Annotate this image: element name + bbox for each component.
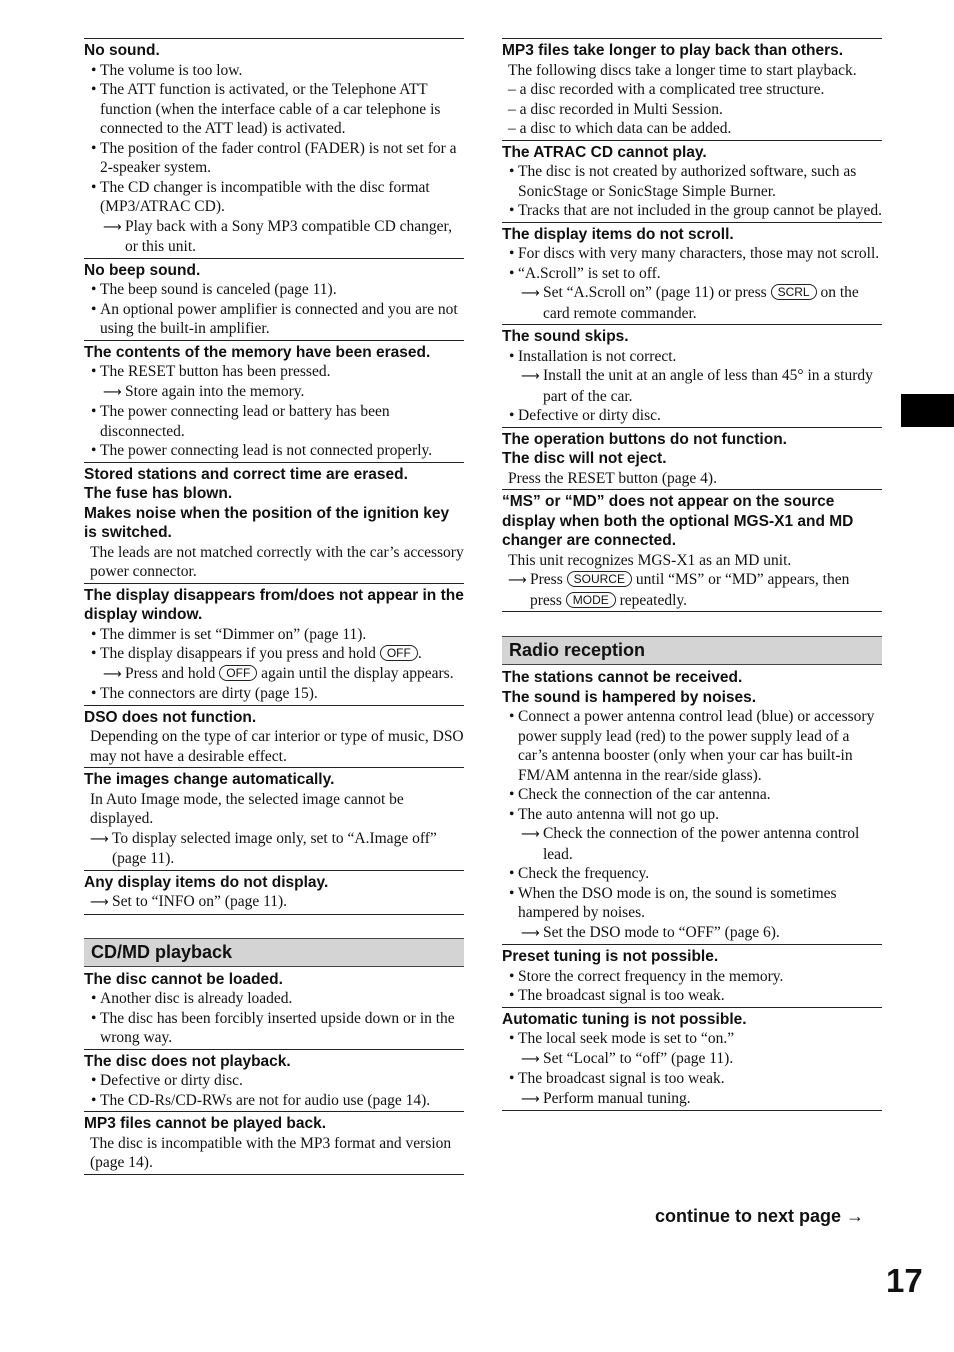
continue-to-next-page: [655, 1206, 864, 1227]
entry-heading: The fuse has blown.: [84, 485, 233, 502]
remedy-text: Press: [530, 571, 567, 588]
entry-heading: The sound skips.: [502, 328, 629, 345]
page-number: 17: [886, 1262, 923, 1299]
remedy-item: [502, 1049, 882, 1070]
bullet-item: • The RESET button has been pressed.: [84, 362, 464, 382]
entry-no-beep: [84, 258, 464, 340]
dash-item: – a disc recorded with a complicated tree structure.: [508, 81, 825, 98]
entry-automatic-tuning: [502, 1007, 882, 1112]
entry-heading: The disc will not eject.: [502, 450, 667, 467]
entry-no-scroll: [502, 222, 882, 325]
remedy-text: until “MS” or “MD” appears, then press: [530, 571, 850, 609]
entry-heading: Stored stations and correct time are erased.: [84, 465, 408, 483]
mode-key-icon: MODE: [566, 592, 616, 608]
entry-memory-erased: [84, 340, 464, 462]
section-tab-marker: [901, 394, 954, 427]
entry-text: Press the RESET button (page 4).: [508, 469, 717, 487]
arrow-right-icon: ⟶: [521, 369, 540, 384]
bullet-item: • Check the connection of the car antenna.: [502, 785, 882, 805]
entry-heading: DSO does not function.: [84, 708, 257, 726]
entry-stations: [502, 666, 882, 944]
entry-mp3-longer: [502, 38, 882, 140]
entry-text: The following discs take a longer time to start playback.: [508, 61, 857, 79]
bullet-item: • The disc is not created by authorized software, such as SonicStage or SonicStage Simple Burner.: [502, 162, 882, 201]
bullet-item: • Installation is not correct.: [502, 347, 882, 367]
dash-item: – a disc recorded in Multi Session.: [508, 100, 723, 118]
arrow-right-icon: ⟶: [521, 827, 540, 842]
entry-atrac: [502, 140, 882, 222]
bullet-item: • The ATT function is activated, or the Telephone ATT function (when the interface cable of a car telephone is connected to the ATT lead) is activated.: [84, 80, 464, 139]
entry-buttons: [502, 427, 882, 490]
remedy-text: Set the DSO mode to “OFF” (page 6).: [543, 923, 780, 941]
remedy-text: on the card remote commander.: [543, 284, 859, 322]
bullet-text: .: [417, 645, 422, 662]
entry-text: The disc is incompatible with the MP3 format and version (page 14).: [90, 1134, 452, 1171]
remedy-text: Play back with a Sony MP3 compatible CD changer, or this unit.: [125, 217, 452, 255]
arrow-right-icon: →: [846, 1206, 865, 1226]
remedy-text: Set to “INFO on” (page 11).: [112, 893, 288, 910]
entry-heading: Any display items do not display.: [84, 873, 329, 891]
entry-heading: The disc does not playback.: [84, 1052, 291, 1070]
bullet-item: • The auto antenna will not go up.: [502, 805, 882, 825]
section-title-cdmd: CD/MD playback: [84, 938, 464, 967]
arrow-right-icon: ⟶: [521, 286, 540, 301]
remedy-item: [84, 382, 464, 403]
entry-text: In Auto Image mode, the selected image cannot be displayed.: [90, 790, 404, 827]
entry-dso: [84, 705, 464, 768]
arrow-right-icon: ⟶: [90, 895, 109, 910]
bullet-item: • The volume is too low.: [84, 61, 464, 81]
remedy-item: [84, 217, 464, 257]
remedy-text: again until the display appears.: [257, 664, 454, 682]
bullet-item: • Check the frequency.: [502, 864, 882, 884]
section-title-radio: Radio reception: [502, 636, 882, 665]
bullet-item: • Defective or dirty disc.: [502, 406, 882, 426]
entry-heading: MP3 files take longer to play back than others.: [502, 42, 844, 59]
arrow-right-icon: ⟶: [521, 925, 540, 941]
bullet-item: • The broadcast signal is too weak.: [502, 1069, 882, 1089]
remedy-item: [84, 892, 464, 913]
bullet-item: • An optional power amplifier is connected and you are not using the built-in amplifier.: [84, 300, 464, 339]
arrow-right-icon: ⟶: [103, 219, 122, 235]
bullet-item: • The local seek mode is set to “on.”: [502, 1029, 882, 1049]
remedy-text: Press and hold: [125, 664, 220, 682]
remedy-text: Set “A.Scroll on” (page 11) or press: [543, 284, 771, 301]
arrow-right-icon: ⟶: [103, 384, 122, 400]
bullet-text: The display disappears if you press and hold: [100, 645, 380, 662]
entry-heading: “MS” or “MD” does not appear on the source display when both the optional MGS-X1 and MD changer are connected.: [502, 493, 854, 549]
entry-heading: The display disappears from/does not appear in the display window.: [84, 586, 464, 623]
remedy-text: Set “Local” to “off” (page 11).: [543, 1049, 734, 1067]
bullet-item: • The power connecting lead or battery has been disconnected.: [84, 402, 464, 441]
remedy-item: [84, 664, 464, 685]
remedy-text: repeatedly.: [615, 591, 688, 609]
entry-no-sound: [84, 38, 464, 258]
bullet-item: • The dimmer is set “Dimmer on” (page 11).: [84, 625, 464, 645]
bullet-item: • Tracks that are not included in the group cannot be played.: [502, 201, 882, 221]
arrow-right-icon: ⟶: [521, 1091, 540, 1107]
entry-heading: The stations cannot be received.: [502, 669, 743, 686]
source-key-icon: SOURCE: [567, 571, 632, 587]
remedy-text: Check the connection of the power antenna control lead.: [543, 825, 860, 863]
remedy-item: [84, 829, 464, 869]
bullet-item: • The connectors are dirty (page 15).: [84, 684, 464, 704]
bullet-item: • For discs with very many characters, those may not scroll.: [502, 244, 882, 264]
entry-cannot-load: [84, 968, 464, 1049]
bullet-item: [84, 644, 464, 664]
left-column: [84, 38, 464, 1175]
entry-display-disappears: [84, 583, 464, 705]
arrow-right-icon: ⟶: [508, 573, 527, 588]
bullet-item: • “A.Scroll” is set to off.: [502, 264, 882, 284]
remedy-item: [502, 570, 882, 610]
bullet-item: • Another disc is already loaded.: [84, 989, 464, 1009]
remedy-text: Perform manual tuning.: [543, 1089, 691, 1107]
off-key-icon: OFF: [380, 645, 418, 661]
entry-no-playback: [84, 1049, 464, 1112]
entry-heading: Preset tuning is not possible.: [502, 948, 719, 965]
bullet-item: • When the DSO mode is on, the sound is sometimes hampered by noises.: [502, 884, 882, 923]
remedy-text: Store again into the memory.: [125, 382, 305, 400]
arrow-right-icon: ⟶: [521, 1051, 540, 1067]
remedy-text: To display selected image only, set to “A.Image off” (page 11).: [112, 829, 437, 867]
bullet-item: • The CD-Rs/CD-RWs are not for audio use (page 14).: [84, 1091, 464, 1111]
entry-text: The leads are not matched correctly with the car’s accessory power connector.: [90, 543, 464, 580]
entry-heading: The disc cannot be loaded.: [84, 970, 283, 988]
bullet-item: • The power connecting lead is not connected properly.: [84, 441, 464, 461]
bullet-item: • The broadcast signal is too weak.: [502, 986, 882, 1006]
entry-heading: The images change automatically.: [84, 771, 335, 788]
entry-images-change: [84, 767, 464, 870]
remedy-text: Install the unit at an angle of less than 45° in a sturdy part of the car.: [543, 367, 873, 405]
entry-text: This unit recognizes MGS-X1 as an MD unit.: [508, 551, 792, 569]
remedy-item: [502, 1089, 882, 1110]
bullet-item: • The CD changer is incompatible with the disc format (MP3/ATRAC CD).: [84, 178, 464, 217]
entry-heading: MP3 files cannot be played back.: [84, 1115, 327, 1132]
bullet-item: • The disc has been forcibly inserted upside down or in the wrong way.: [84, 1009, 464, 1048]
arrow-right-icon: ⟶: [103, 666, 122, 682]
entry-preset-tuning: [502, 944, 882, 1007]
remedy-item: [502, 366, 882, 406]
bullet-item: • The beep sound is canceled (page 11).: [84, 280, 464, 300]
entry-heading: The display items do not scroll.: [502, 225, 734, 243]
bullet-item: • Defective or dirty disc.: [84, 1071, 464, 1091]
entry-heading: The sound is hampered by noises.: [502, 688, 757, 706]
remedy-item: [502, 283, 882, 323]
entry-heading: Makes noise when the position of the ignition key is switched.: [84, 504, 450, 541]
entry-heading: Automatic tuning is not possible.: [502, 1010, 747, 1028]
entry-ms-md: [502, 489, 882, 612]
entry-heading: No beep sound.: [84, 261, 201, 279]
bullet-item: • Connect a power antenna control lead (blue) or accessory power supply lead (red) to the power supply lead of a car’s antenna booster (only when your car has built-in FM/AM antenna in the rear/side glass).: [502, 707, 882, 785]
entry-heading: The contents of the memory have been erased.: [84, 343, 431, 361]
right-column: [502, 38, 882, 1111]
remedy-item: [502, 923, 882, 944]
bullet-item: • The position of the fader control (FADER) is not set for a 2-speaker system.: [84, 139, 464, 178]
entry-heading: The ATRAC CD cannot play.: [502, 143, 707, 161]
continue-text: continue to next page: [655, 1206, 842, 1226]
entry-heading: The operation buttons do not function.: [502, 430, 787, 448]
remedy-item: [502, 824, 882, 864]
entry-heading: No sound.: [84, 42, 160, 59]
dash-item: – a disc to which data can be added.: [508, 120, 732, 137]
entry-sound-skips: [502, 324, 882, 427]
entry-stored-stations: [84, 462, 464, 583]
scrl-key-icon: SCRL: [771, 284, 817, 300]
entry-mp3-cannot: [84, 1111, 464, 1175]
entry-text: Depending on the type of car interior or type of music, DSO may not have a desirable effect.: [90, 728, 464, 765]
bullet-item: • Store the correct frequency in the memory.: [502, 967, 882, 987]
entry-any-display: [84, 870, 464, 915]
arrow-right-icon: ⟶: [90, 831, 109, 847]
off-key-icon: OFF: [219, 665, 257, 681]
